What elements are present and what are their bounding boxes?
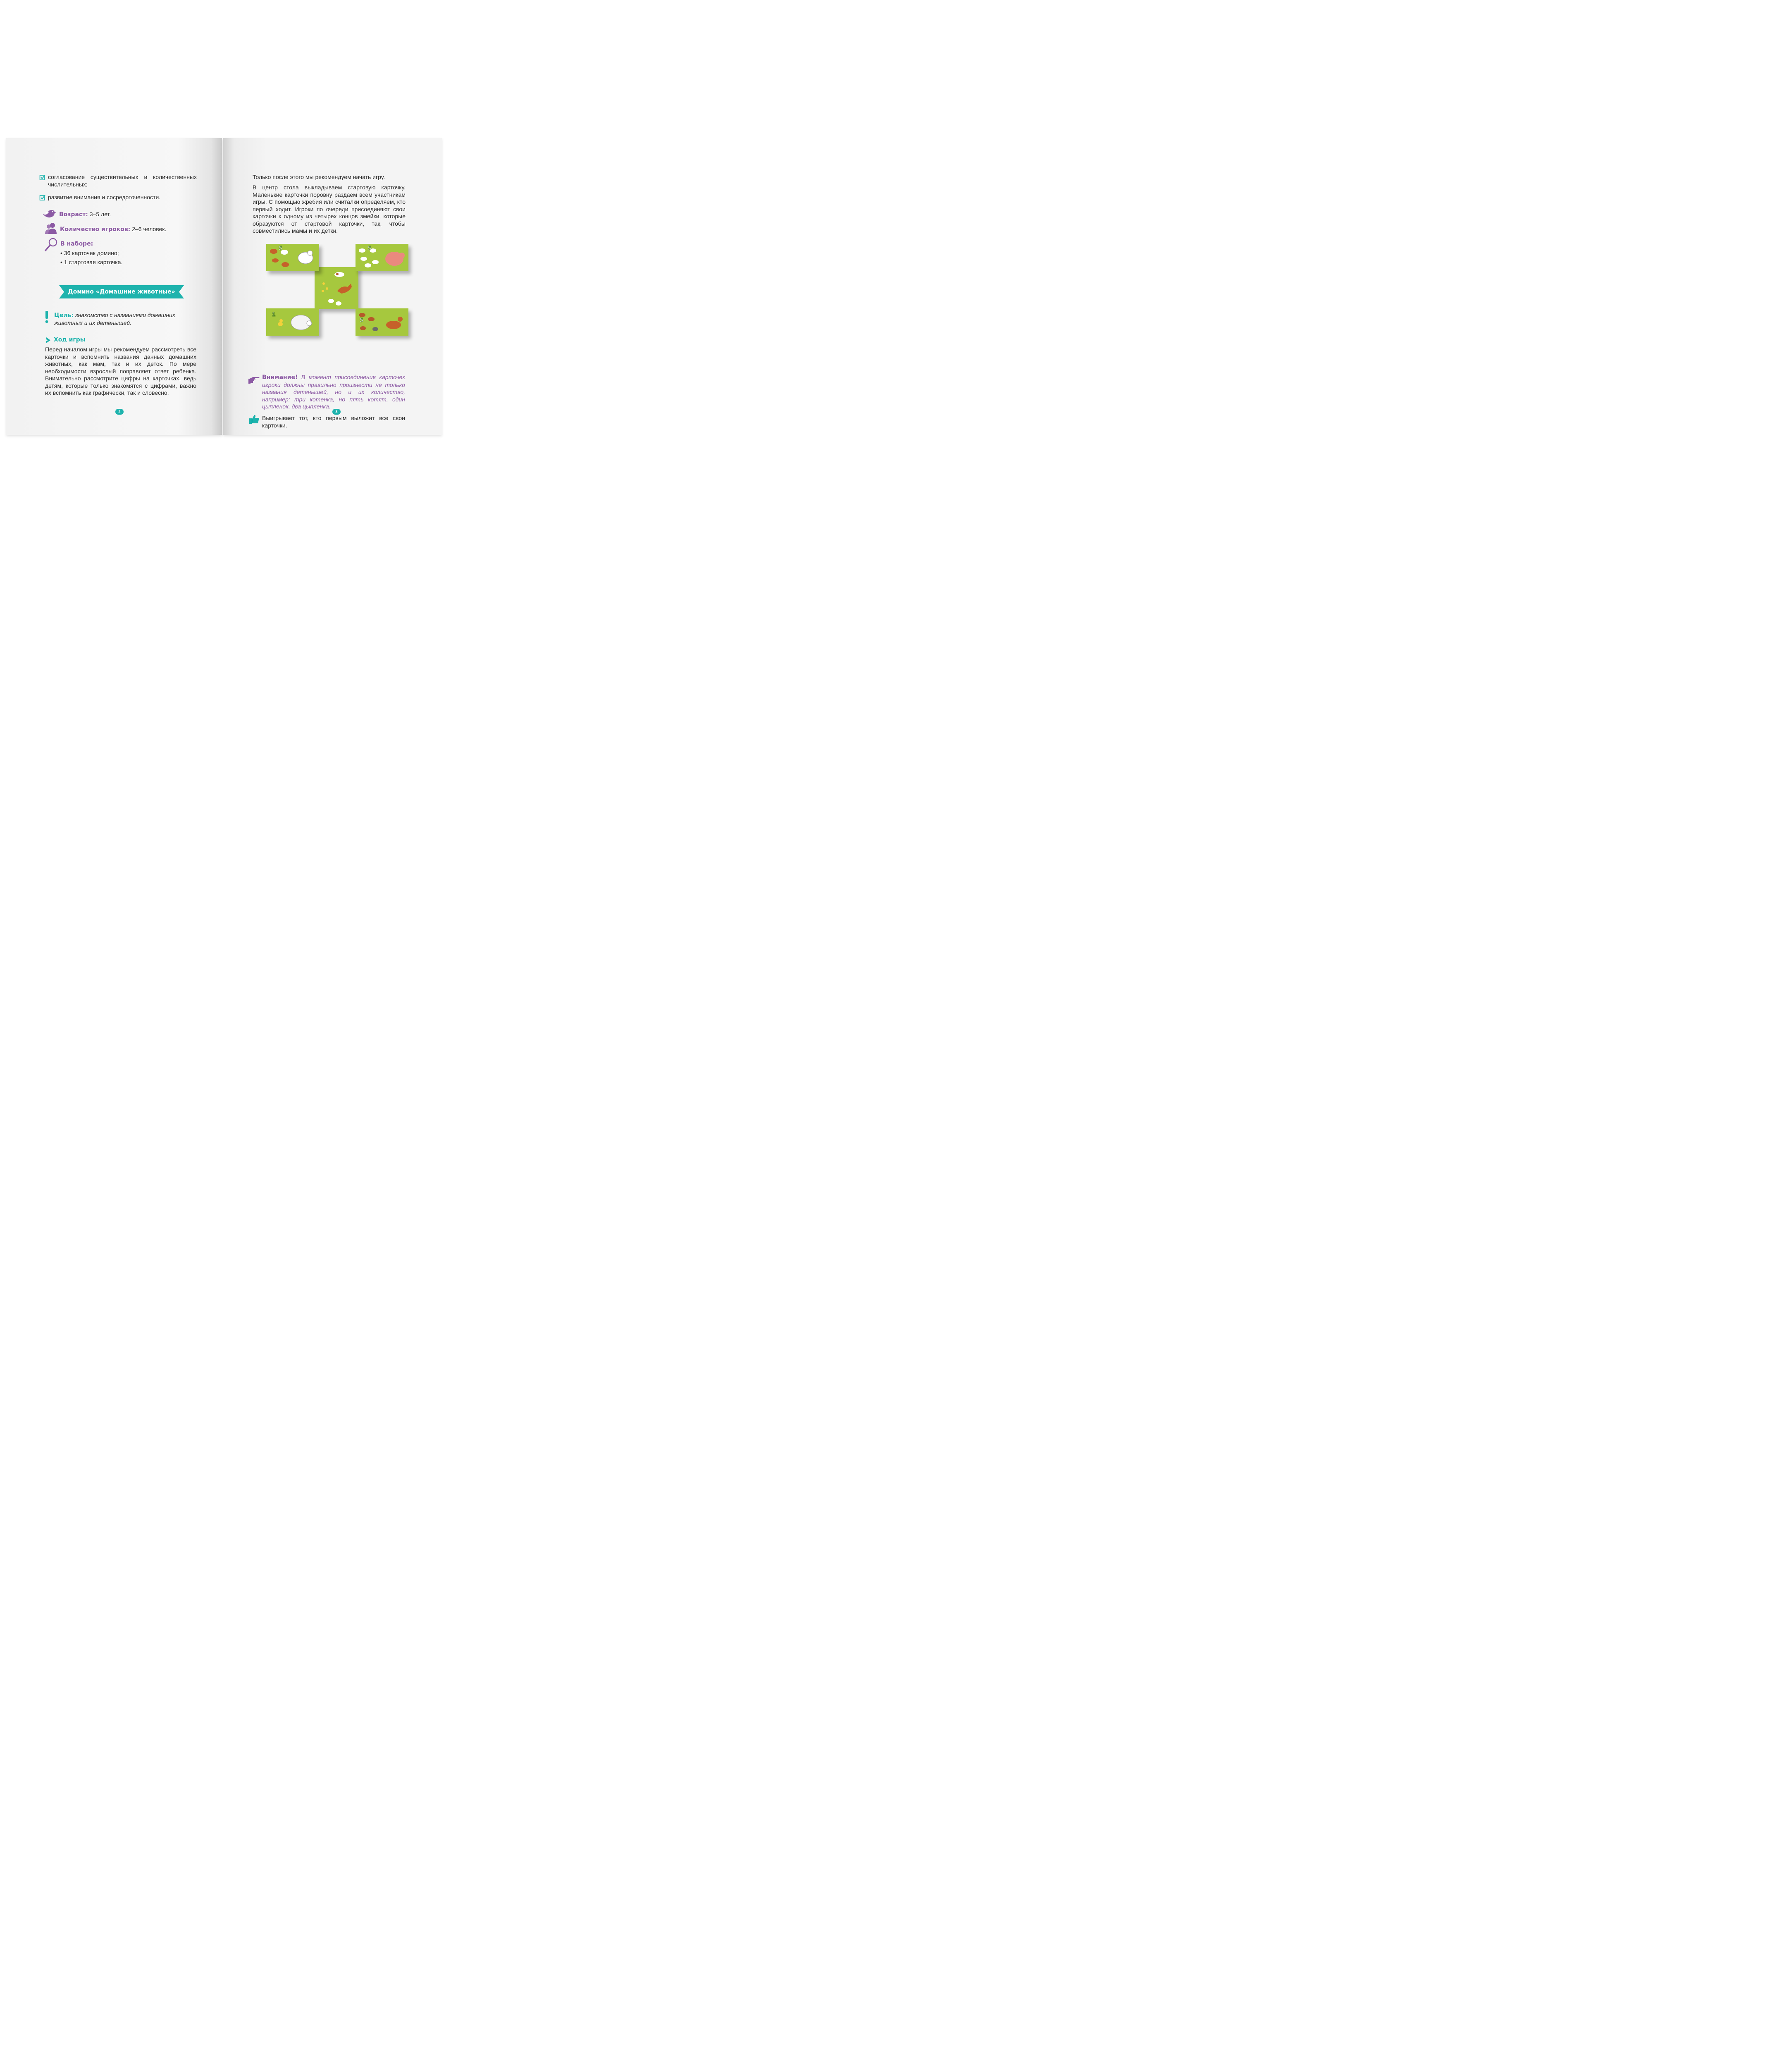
kit-item: • 1 стартовая карточка. — [60, 259, 123, 265]
age-value: 3–5 лет. — [89, 211, 111, 217]
players-line — [60, 226, 166, 234]
exclamation-icon — [44, 311, 49, 323]
progress-text: Перед началом игры мы рекомендуем рассмотреть все карточки и вспомнить названия данных домашних животных, как мам, так и их деток. По мере необходимости взрослый поправляет ответ ребенка. Внимательно рассмотрите цифры на карточках, ведь детям, которые только знакомятся с цифрами, важно их вспомнить как графически, так и словесно. — [45, 346, 196, 396]
age-label: Возраст: — [59, 211, 88, 218]
magnifier-icon — [44, 237, 58, 252]
intro-text: Только после этого мы рекомендуем начать игру. — [253, 174, 385, 180]
game-title: Домино «Домашние животные» — [68, 289, 175, 295]
animal-illustration — [266, 244, 319, 271]
card-number: 1 — [272, 311, 276, 318]
players-value: 2–6 человек. — [132, 226, 167, 232]
goal-text: знакомство с названиями домашних животных и их детенышей. — [54, 312, 175, 326]
animal-illustration — [315, 267, 358, 309]
animal-illustration — [356, 308, 408, 336]
kit-label: В наборе: — [60, 241, 93, 247]
age-line — [59, 211, 111, 219]
attention-text: В момент присоединения карточек игроки должны правильно произнести не только названия детенышей, но и их количество, например: три котенка, но пять котят, один цыпленок, два цыпленка. — [262, 374, 406, 410]
domino-card — [356, 244, 408, 271]
goal — [54, 312, 195, 327]
right-page — [223, 138, 442, 435]
checkbox-icon — [39, 194, 46, 201]
goal-label: Цель: — [54, 312, 74, 319]
open-book — [6, 138, 442, 435]
checklist-item: развитие внимания и сосредоточенности. — [48, 194, 161, 200]
attention-note — [262, 374, 405, 411]
left-page — [6, 138, 222, 435]
animal-illustration — [356, 244, 408, 271]
progress-heading: Ход игры — [54, 337, 86, 343]
chevron-right-icon — [45, 337, 51, 344]
checklist-item: согласование существительных и количественных числительных; — [48, 174, 197, 188]
card-number: 5 — [360, 317, 363, 324]
domino-card — [266, 308, 319, 336]
pointing-hand-icon — [248, 374, 260, 385]
people-icon — [44, 222, 57, 235]
players-label: Количество игроков: — [60, 226, 131, 233]
page-number: 3 — [332, 409, 341, 415]
page-number: 2 — [115, 409, 124, 415]
kit-item: • 36 карточек домино; — [60, 250, 119, 256]
bird-icon — [42, 208, 57, 219]
attention-label: Внимание! — [262, 374, 298, 381]
start-card — [315, 267, 358, 309]
game-title-banner — [59, 285, 184, 298]
rules-paragraph: В центр стола выкладываем стартовую карточку. Маленькие карточки поровну раздаем всем участникам игры. С помощью жребия или считалки определяем, кто первый ходит. Игроки по очереди присоединяют свои карточки к одному из четырех концов змейки, которые образуются от стартовой карточки, так, чтобы совместились мамы и их детки. — [253, 184, 406, 234]
card-number: 5 — [368, 245, 372, 252]
thumbs-up-icon — [249, 414, 260, 424]
domino-layout-illustration — [266, 244, 411, 343]
win-text: Выигрывает тот, кто первым выложит все свои карточки. — [262, 415, 405, 429]
domino-card — [266, 244, 319, 271]
domino-card — [356, 308, 408, 336]
checkbox-icon — [39, 174, 46, 181]
card-number: 5 — [279, 245, 282, 252]
